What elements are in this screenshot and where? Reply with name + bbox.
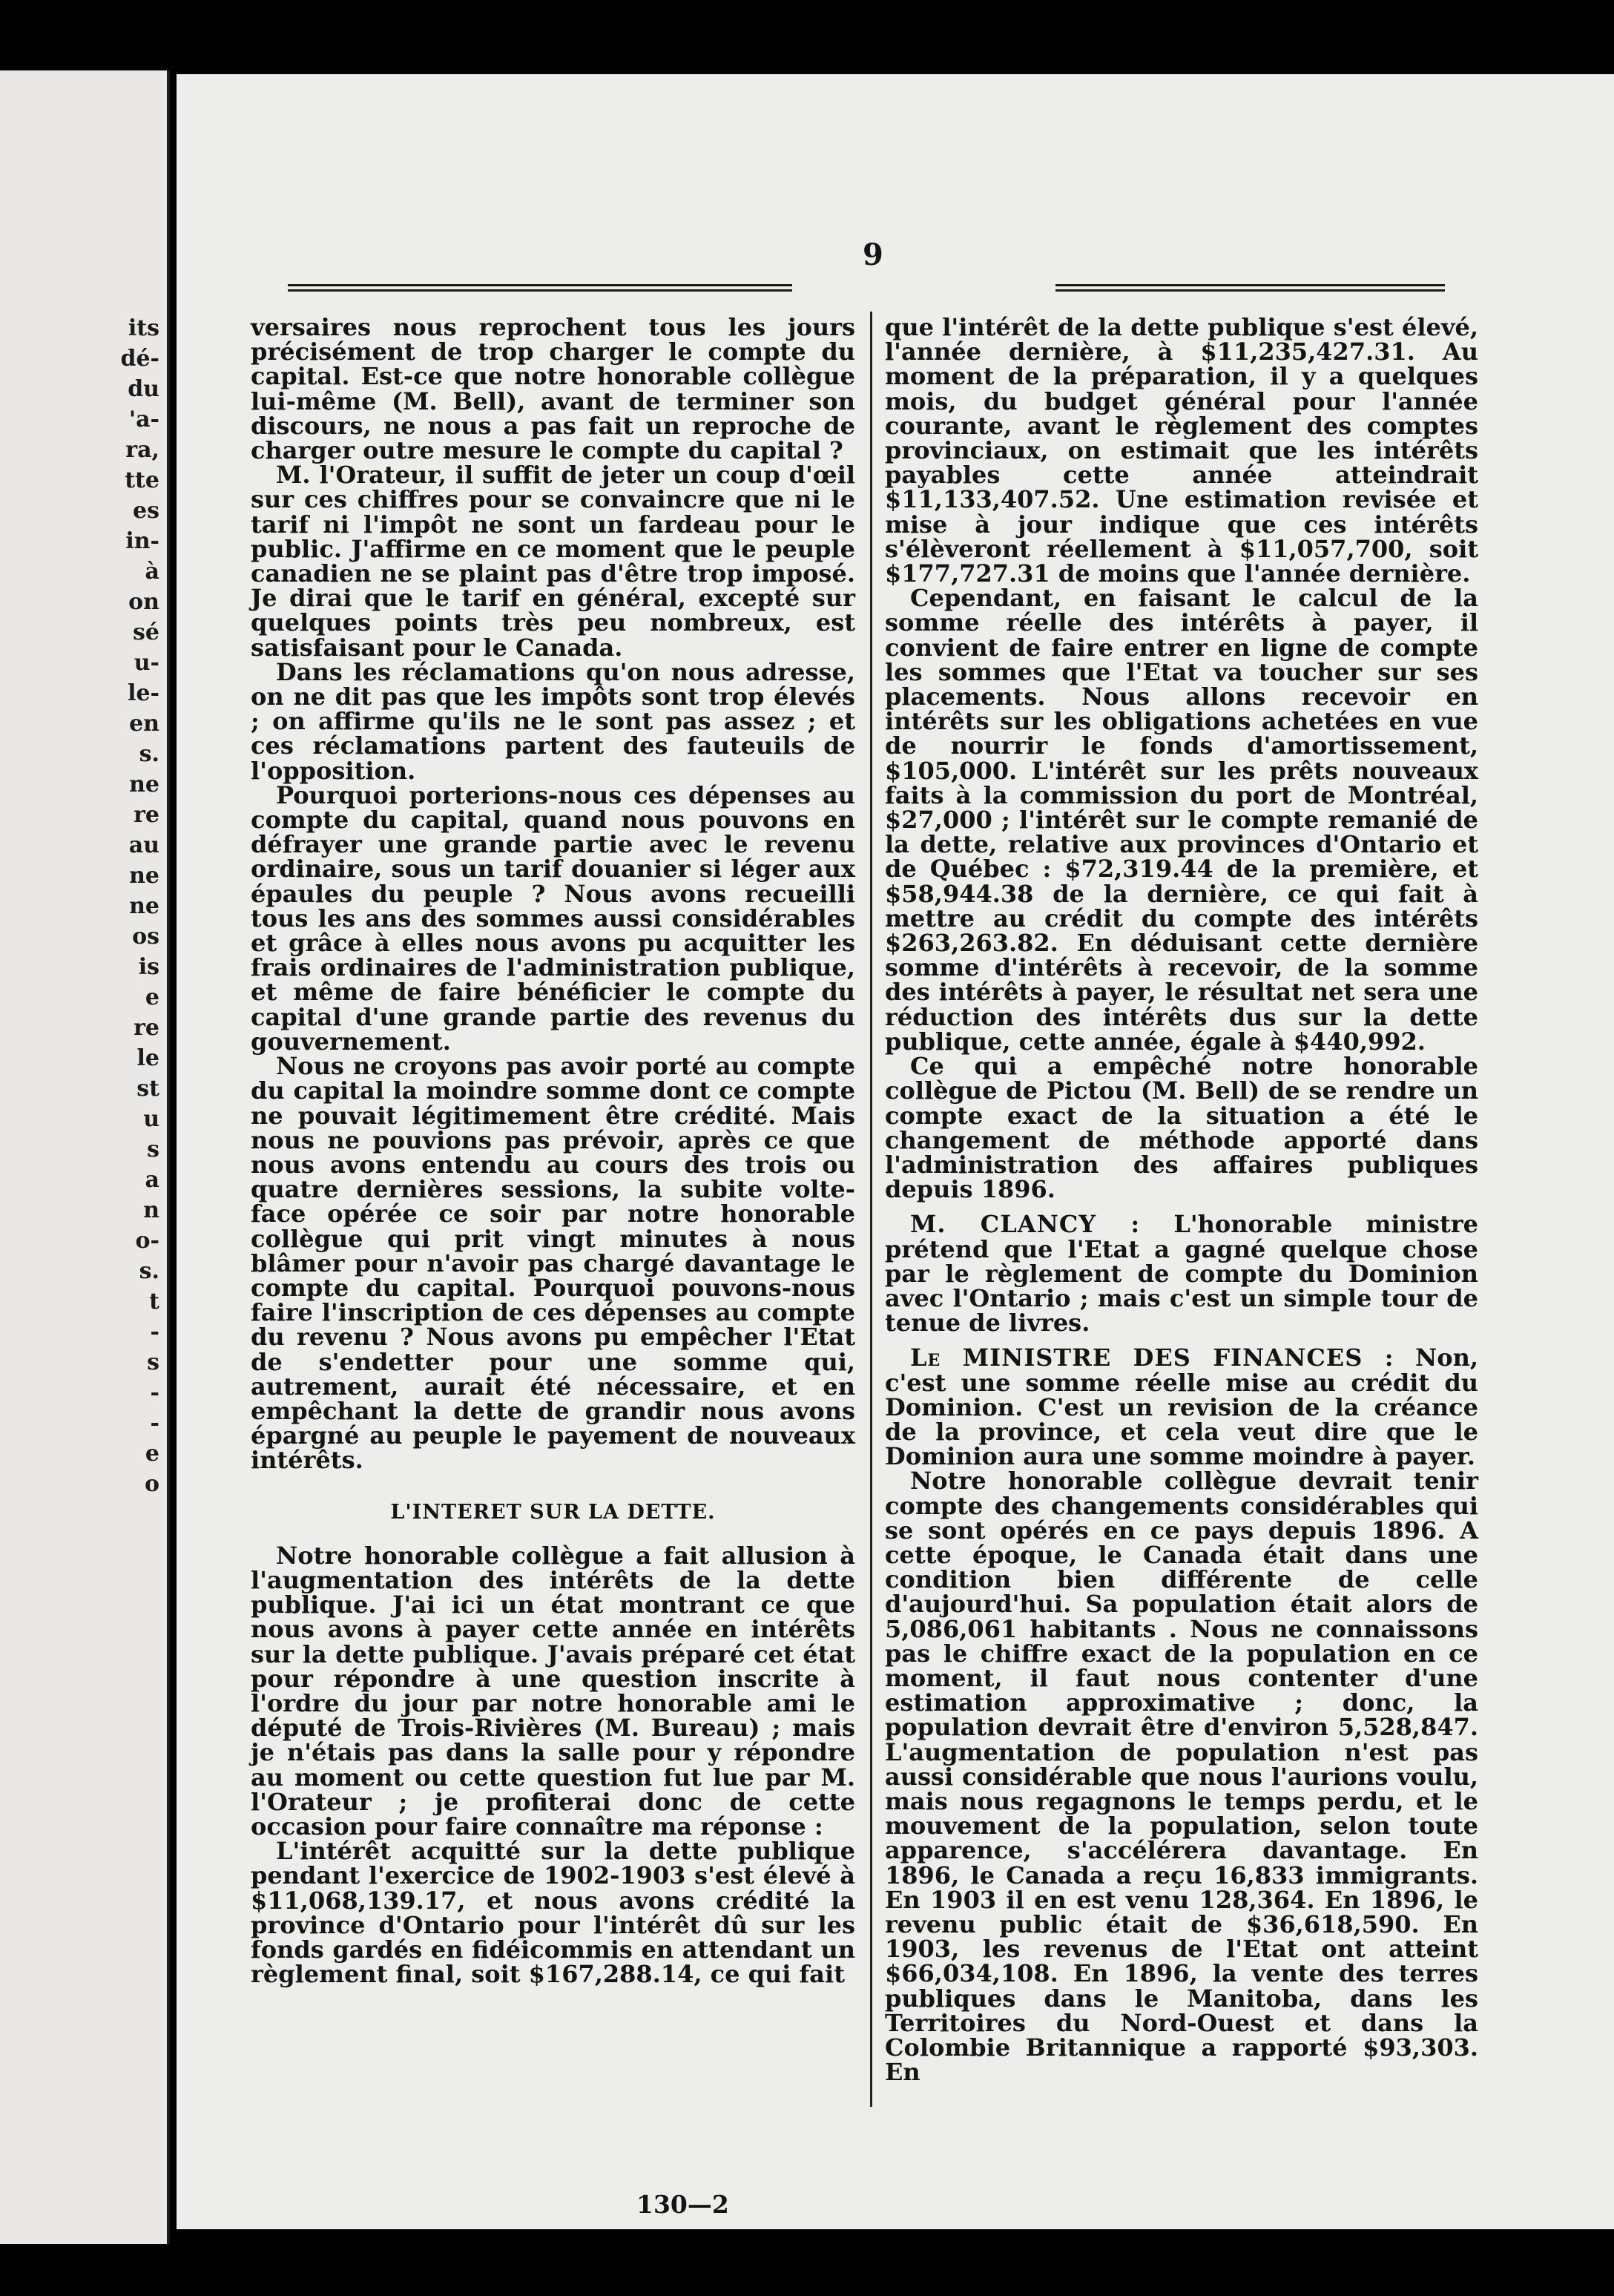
prev-page-fragment: à [145, 559, 159, 585]
paragraph: Ce qui a empêché notre honorable collègue de Pictou (M. Bell) de se rendre un compte exact de la situation a été le changement de méthode apporté dans l'administration des affaires publiques depuis 1896. [885, 1052, 1478, 1204]
previous-page-edge [0, 70, 170, 2244]
right-column [885, 315, 1478, 2085]
document-page [177, 74, 1614, 2229]
prev-page-fragment: os [132, 924, 159, 950]
paragraph: L'intérêt acquitté sur la dette publique pendant l'exercice de 1902-1903 s'est élevé à $11,068,139.17, et nous avons crédité la province d'Ontario pour l'intérêt dû sur les fonds gardés en fidéicommis en attendant un règlement final, soit $167,288.14, ce qui fait [251, 1837, 855, 1989]
prev-page-fragment: re [134, 802, 159, 828]
prev-page-fragment: ra, [125, 437, 159, 463]
prev-page-fragment: - [150, 1380, 159, 1406]
column-divider [870, 312, 872, 2107]
paragraph: Notre honorable collègue a fait allusion à l'augmentation des intérêts de la dette publique. J'ai ici un état montrant ce que nous avons à payer cette année en intérêts sur la dette publique. J'avais préparé cet état pour répondre à une question inscrite à l'ordre du jour par notre honorable ami le député de Trois-Rivières (M. Bureau) ; mais je n'étais pas dans la salle pour y répondre au moment ou cette question fut lue par M. l'Orateur ; je profiterai donc de cette occasion pour faire connaître ma réponse : [251, 1541, 855, 1841]
prev-page-fragment: - [150, 1410, 159, 1436]
paragraph: Notre honorable collègue devrait tenir compte des changements considérables qui se sont opérés en ce pays depuis 1896. A cette époque, le Canada était dans une condition bien différente de celle d'aujourd'hui. Sa population était alors de 5,086,061 habitants . Nous ne connaissons pas le chiffre exact de la population en ce moment, il faut nous contenter d'une estimation approximative ; donc, la population devrait être d'environ 5,528,847. L'augmentation de population n'est pas aussi considérable que nous l'aurions voulu, mais nous regagnons le temps perdu, et le mouvement de la population, selon toute apparence, s'accélérera davantage. En 1896, le Canada a reçu 16,833 immigrants. En 1903 il en est venu 128,364. En 1896, le revenu public était de $36,618,590. En 1903, les revenus de l'Etat ont atteint $66,034,108. En 1896, la vente des terres publiques dans le Manitoba, dans les Territoires du Nord-Ouest et dans la Colombie Britannique a rapporté $93,303. En [885, 1467, 1478, 2087]
prev-page-fragment: s [147, 1349, 159, 1375]
prev-page-fragment: s. [139, 1258, 159, 1284]
prev-page-fragment: dé- [120, 346, 159, 372]
prev-page-fragment: on [128, 589, 159, 615]
prev-page-fragment: is [138, 954, 159, 980]
prev-page-fragment: en [129, 711, 159, 737]
speaker-name: M. CLANCY : [910, 1210, 1141, 1239]
prev-page-fragment: ne [129, 772, 159, 797]
speech-minister [885, 1343, 1478, 1471]
prev-page-fragment: its [128, 315, 159, 341]
prev-page-fragment: e [145, 984, 159, 1010]
prev-page-fragment: n [143, 1197, 159, 1223]
paragraph: Pourquoi porterions-nous ces dépenses au compte du capital, quand nous pouvons en défrayer une grande partie avec le revenu ordinaire, sous un tarif douanier si léger aux épaules du peuple ? Nous avons recueilli tous les ans des sommes aussi considérables et grâce à elles nous avons pu acquitter les frais ordinaires de l'administration publique, et même de faire bénéficier le compte du capital d'une grande partie des revenus du gouvernement. [251, 780, 855, 1056]
paragraph: M. l'Orateur, il suffit de jeter un coup d'œil sur ces chiffres pour se convaincre que ni le tarif ni l'impôt ne sont un fardeau pour le public. J'affirme en ce moment que le peuple canadien ne se plaint pas d'être trop imposé. Je dirai que le tarif en général, excepté sur quelques points très peu nombreux, est satisfaisant pour le Canada. [251, 461, 855, 662]
left-column [251, 315, 855, 1987]
prev-page-fragment: a [145, 1167, 159, 1193]
prev-page-fragment: re [134, 1015, 159, 1041]
speech-clancy [885, 1210, 1478, 1338]
paragraph: Cependant, en faisant le calcul de la somme réelle des intérêts à payer, il convient de faire entrer en ligne de compte les sommes que l'Etat va toucher sur ses placements. Nous allons recevoir en intérêts sur les obligations achetées en vue de nourrir le fonds d'amortissement, $105,000. L'intérêt sur les prêts nouveaux faits à la commission du port de Montréal, $27,000 ; l'intérêt sur le compte remanié de la dette, relative aux provinces d'Ontario et de Québec : $72,319.44 de la première, et $58,944.38 de la dernière, ce qui fait à mettre au crédit du compte des intérêts $263,263.82. En déduisant cette dernière somme d'intérêts à recevoir, de la somme des intérêts à payer, le résultat net sera une réduction des intérêts dus sur la dette publique, cette année, égale à $440,992. [885, 584, 1478, 1056]
prev-page-fragment: - [150, 1319, 159, 1345]
prev-page-fragment: au [128, 832, 159, 858]
prev-page-fragment: du [128, 376, 159, 402]
prev-page-fragment: in- [125, 528, 159, 554]
header-rule-left [288, 284, 792, 292]
prev-page-fragment: u- [134, 650, 159, 676]
prev-page-fragment: es [133, 498, 159, 524]
prev-page-fragment: le- [128, 680, 159, 706]
page-number: 9 [863, 237, 883, 272]
prev-page-fragment: t [149, 1289, 159, 1315]
signature-mark: 130—2 [636, 2190, 729, 2219]
paragraph: Dans les réclamations qu'on nous adresse, on ne dit pas que les impôts sont trop élevés ; on affirme qu'ils ne le sont pas assez ; et ces réclamations partent des fauteuils de l'opposition. [251, 657, 855, 785]
header-rule-right [1055, 284, 1445, 292]
prev-page-fragment: le [136, 1045, 159, 1071]
prev-page-fragment: u [143, 1106, 159, 1132]
prev-page-fragment: st [136, 1076, 159, 1102]
speech-text: Non, c'est une somme réelle mise au crédit du Dominion. C'est un revision de la créance de la province, et cela veut dire que le Dominion aura une somme moindre à payer. [885, 1343, 1478, 1471]
paragraph: versaires nous reprochent tous les jours précisément de trop charger le compte du capital. Est-ce que notre honorable collègue lui-même (M. Bell), avant de terminer son discours, ne nous a pas fait un reproche de charger outre mesure le compte du capital ? [251, 313, 855, 465]
prev-page-fragment: ne [129, 863, 159, 889]
speech-text: L'honorable ministre prétend que l'Etat a gagné quelque chose par le règlement de compte du Dominion avec l'Ontario ; mais c'est un simple tour de tenue de livres. [885, 1210, 1478, 1338]
prev-page-fragment: o- [135, 1228, 159, 1254]
speaker-name: Le MINISTRE DES FINANCES : [910, 1343, 1394, 1372]
prev-page-fragment: e [145, 1441, 159, 1467]
prev-page-fragment: o [144, 1471, 159, 1497]
paragraph: que l'intérêt de la dette publique s'est élevé, l'année dernière, à $11,235,427.31. Au moment de la préparation, il y a quelques mois, du budget général pour l'année courante, avant le règlement des comptes provinciaux, on estimait que les intérêts payables cette année atteindrait $11,133,407.52. Une estimation revisée et mise à jour indique que ces intérêts s'élèveront réellement à $11,057,700, soit $177,727.31 de moins que l'année dernière. [885, 313, 1478, 588]
prev-page-fragment: tte [125, 467, 159, 493]
section-heading: L'INTERET SUR LA DETTE. [390, 1500, 716, 1524]
prev-page-fragment: s [147, 1137, 159, 1162]
prev-page-fragment: sé [133, 619, 159, 645]
paragraph: Nous ne croyons pas avoir porté au compte du capital la moindre somme dont ce compte ne pouvait légitimement être crédité. Mais nous ne pouvions pas prévoir, après ce que nous avons entendu au cours des trois ou quatre dernières sessions, la subite volte-face opérée ce soir par notre honorable collègue qui prit vingt minutes à nous blâmer pour n'avoir pas chargé davantage le compte du capital. Pourquoi pouvons-nous faire l'inscription de ces dépenses au compte du revenu ? Nous avons pu empêcher l'Etat de s'endetter pour une somme qui, autrement, aurait été nécessaire, et en empêchant la dette de grandir nous avons épargné au peuple le payement de nouveaux intérêts. [251, 1052, 855, 1475]
prev-page-fragment: ne [129, 893, 159, 919]
prev-page-fragment: s. [139, 741, 159, 767]
prev-page-fragment: 'a- [128, 407, 159, 432]
